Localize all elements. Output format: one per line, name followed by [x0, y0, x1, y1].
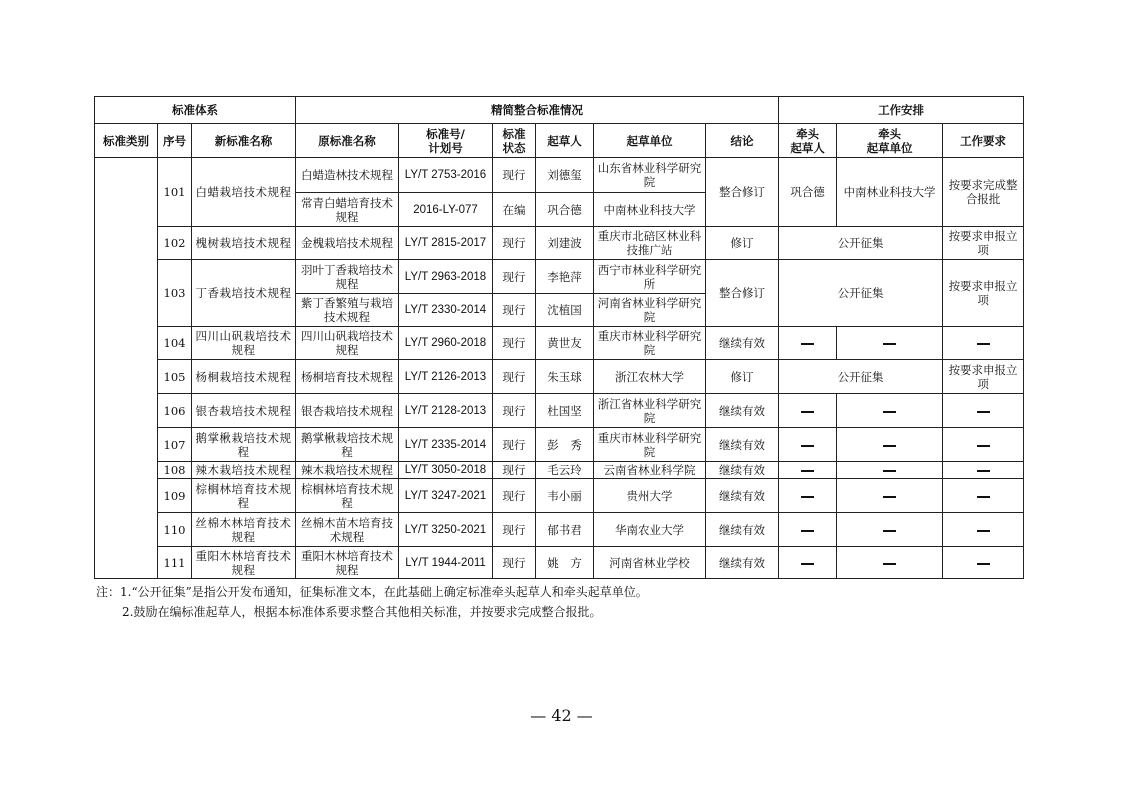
standard-status: 现行: [493, 513, 536, 547]
standard-code: LY/T 3247-2021: [399, 479, 493, 513]
col-requirement: 工作要求: [943, 124, 1024, 158]
orig-standard-name: 杨桐培育技术规程: [296, 360, 399, 394]
lead-drafter-empty: [779, 479, 837, 513]
row-number: 111: [158, 547, 192, 579]
lead-drafter: 巩合德: [779, 158, 837, 227]
table-row: [95, 428, 1024, 462]
row-number: 102: [158, 227, 192, 260]
new-standard-name: 丁香栽培技术规程: [192, 260, 296, 327]
conclusion: 整合修订: [706, 260, 779, 327]
requirement-empty: [943, 428, 1024, 462]
dash-mark: [801, 563, 814, 565]
footnote-2: 2.鼓励在编标准起草人，根据本标准体系要求整合其他相关标准，并按要求完成整合报批。: [122, 605, 602, 619]
drafting-unit: 西宁市林业科学研究所: [594, 260, 706, 294]
new-standard-name: 辣木栽培技术规程: [192, 462, 296, 479]
standard-code: LY/T 1944-2011: [399, 547, 493, 579]
conclusion: 修订: [706, 227, 779, 260]
dash-mark: [801, 411, 814, 413]
dash-mark: [801, 445, 814, 447]
row-number: 108: [158, 462, 192, 479]
standard-code: LY/T 2963-2018: [399, 260, 493, 294]
row-number: 105: [158, 360, 192, 394]
new-standard-name: 四川山矾栽培技术规程: [192, 327, 296, 360]
drafting-unit: 重庆市林业科学研究院: [594, 327, 706, 360]
header-group-work-arrangement: 工作安排: [779, 97, 1024, 124]
col-unit: 起草单位: [594, 124, 706, 158]
new-standard-name: 白蜡栽培技术规程: [192, 158, 296, 227]
row-number: 101: [158, 158, 192, 227]
standard-status: 现行: [493, 547, 536, 579]
requirement-empty: [943, 394, 1024, 428]
standard-code: LY/T 2335-2014: [399, 428, 493, 462]
orig-standard-name: 紫丁香繁殖与栽培技术规程: [296, 294, 399, 327]
footnotes: [96, 582, 648, 622]
standard-code: LY/T 2960-2018: [399, 327, 493, 360]
dash-mark: [883, 470, 896, 472]
orig-standard-name: 羽叶丁香栽培技术规程: [296, 260, 399, 294]
standard-code: LY/T 2128-2013: [399, 394, 493, 428]
header-column-row: [95, 124, 1024, 158]
dash-mark: [801, 496, 814, 498]
arrangement: 公开征集: [779, 360, 943, 394]
standard-code: LY/T 2330-2014: [399, 294, 493, 327]
drafter: 黄世友: [536, 327, 594, 360]
lead-drafter-empty: [779, 327, 837, 360]
drafter: 姚 方: [536, 547, 594, 579]
orig-standard-name: 四川山矾栽培技术规程: [296, 327, 399, 360]
requirement-empty: [943, 547, 1024, 579]
col-lead-unit: 牵头 起草单位: [837, 124, 943, 158]
conclusion: 继续有效: [706, 394, 779, 428]
table-row: [95, 547, 1024, 579]
table-row: [95, 479, 1024, 513]
drafting-unit: 重庆市林业科学研究院: [594, 428, 706, 462]
lead-unit-empty: [837, 428, 943, 462]
standard-code: LY/T 2815-2017: [399, 227, 493, 260]
col-lead-drafter: 牵头 起草人: [779, 124, 837, 158]
row-number: 109: [158, 479, 192, 513]
dash-mark: [977, 530, 990, 532]
arrangement: 公开征集: [779, 227, 943, 260]
col-status: 标准 状态: [493, 124, 536, 158]
drafter: 刘建波: [536, 227, 594, 260]
conclusion: 修订: [706, 360, 779, 394]
lead-drafter-empty: [779, 428, 837, 462]
dash-mark: [883, 530, 896, 532]
requirement-empty: [943, 479, 1024, 513]
work-requirement: 按要求申报立项: [943, 227, 1024, 260]
standard-status: 现行: [493, 260, 536, 294]
orig-standard-name: 银杏栽培技术规程: [296, 394, 399, 428]
dash-mark: [883, 496, 896, 498]
standards-table: [94, 96, 1024, 579]
conclusion: 继续有效: [706, 327, 779, 360]
new-standard-name: 槐树栽培技术规程: [192, 227, 296, 260]
drafting-unit: 河南省林业科学研究院: [594, 294, 706, 327]
drafting-unit: 浙江省林业科学研究院: [594, 394, 706, 428]
new-standard-name: 丝棉木林培育技术规程: [192, 513, 296, 547]
standard-status: 现行: [493, 462, 536, 479]
dash-mark: [883, 563, 896, 565]
col-drafter: 起草人: [536, 124, 594, 158]
footnote-1: 注：1.“公开征集”是指公开发布通知，征集标准文本，在此基础上确定标准牵头起草人和牵头起草单位。: [96, 585, 648, 599]
work-requirement: 按要求申报立项: [943, 360, 1024, 394]
drafter: 郁书君: [536, 513, 594, 547]
dash-mark: [977, 563, 990, 565]
table-row: [95, 513, 1024, 547]
requirement-empty: [943, 462, 1024, 479]
dash-mark: [801, 530, 814, 532]
header-group-standard-system: 标准体系: [95, 97, 296, 124]
dash-mark: [977, 411, 990, 413]
page-number: — 42 —: [530, 706, 593, 725]
row-number: 104: [158, 327, 192, 360]
dash-mark: [801, 343, 814, 345]
arrangement: 公开征集: [779, 260, 943, 327]
standard-status: 现行: [493, 158, 536, 193]
drafting-unit: 浙江农林大学: [594, 360, 706, 394]
standard-status: 现行: [493, 479, 536, 513]
orig-standard-name: 重阳木林培育技术规程: [296, 547, 399, 579]
standard-status: 现行: [493, 360, 536, 394]
drafting-unit: 中南林业科技大学: [594, 193, 706, 227]
dash-mark: [977, 496, 990, 498]
lead-drafter-empty: [779, 394, 837, 428]
table-row: [95, 360, 1024, 394]
standard-status: 现行: [493, 327, 536, 360]
row-number: 106: [158, 394, 192, 428]
header-group-row: [95, 97, 1024, 124]
row-number: 107: [158, 428, 192, 462]
standard-status: 现行: [493, 428, 536, 462]
standard-code: LY/T 2126-2013: [399, 360, 493, 394]
table-row: [95, 158, 1024, 193]
standard-status: 在编: [493, 193, 536, 227]
orig-standard-name: 鹅掌楸栽培技术规程: [296, 428, 399, 462]
orig-standard-name: 棕榈林培育技术规程: [296, 479, 399, 513]
standard-status: 现行: [493, 294, 536, 327]
work-requirement: 按要求申报立项: [943, 260, 1024, 327]
standard-code: 2016-LY-077: [399, 193, 493, 227]
drafting-unit: 云南省林业科学院: [594, 462, 706, 479]
col-code: 标准号/ 计划号: [399, 124, 493, 158]
drafter: 杜国坚: [536, 394, 594, 428]
conclusion: 继续有效: [706, 547, 779, 579]
category-cell: [95, 158, 158, 579]
lead-drafter-empty: [779, 547, 837, 579]
orig-standard-name: 常青白蜡培育技术规程: [296, 193, 399, 227]
conclusion: 继续有效: [706, 462, 779, 479]
drafter: 韦小丽: [536, 479, 594, 513]
conclusion: 继续有效: [706, 428, 779, 462]
new-standard-name: 杨桐栽培技术规程: [192, 360, 296, 394]
new-standard-name: 鹅掌楸栽培技术规程: [192, 428, 296, 462]
standard-code: LY/T 2753-2016: [399, 158, 493, 193]
requirement-empty: [943, 327, 1024, 360]
drafting-unit: 重庆市北碚区林业科技推广站: [594, 227, 706, 260]
col-category: 标准类别: [95, 124, 158, 158]
orig-standard-name: 金槐栽培技术规程: [296, 227, 399, 260]
table-row: [95, 462, 1024, 479]
dash-mark: [883, 343, 896, 345]
lead-unit-empty: [837, 462, 943, 479]
standard-status: 现行: [493, 227, 536, 260]
drafting-unit: 华南农业大学: [594, 513, 706, 547]
lead-drafter-empty: [779, 462, 837, 479]
new-standard-name: 银杏栽培技术规程: [192, 394, 296, 428]
dash-mark: [883, 445, 896, 447]
drafter: 朱玉球: [536, 360, 594, 394]
new-standard-name: 棕榈林培育技术规程: [192, 479, 296, 513]
lead-unit-empty: [837, 394, 943, 428]
drafter: 毛云玲: [536, 462, 594, 479]
standard-code: LY/T 3050-2018: [399, 462, 493, 479]
drafter: 沈植国: [536, 294, 594, 327]
lead-unit-empty: [837, 547, 943, 579]
lead-unit: 中南林业科技大学: [837, 158, 943, 227]
standard-status: 现行: [493, 394, 536, 428]
table-row: [95, 227, 1024, 260]
new-standard-name: 重阳木林培育技术规程: [192, 547, 296, 579]
orig-standard-name: 丝棉木苗木培育技术规程: [296, 513, 399, 547]
lead-drafter-empty: [779, 513, 837, 547]
drafter: 巩合德: [536, 193, 594, 227]
work-requirement: 按要求完成整合报批: [943, 158, 1024, 227]
col-conclusion: 结论: [706, 124, 779, 158]
table-row: [95, 260, 1024, 294]
drafter: 刘德玺: [536, 158, 594, 193]
row-number: 103: [158, 260, 192, 327]
conclusion: 继续有效: [706, 513, 779, 547]
drafting-unit: 河南省林业学校: [594, 547, 706, 579]
standard-code: LY/T 3250-2021: [399, 513, 493, 547]
requirement-empty: [943, 513, 1024, 547]
orig-standard-name: 白蜡造林技术规程: [296, 158, 399, 193]
drafter: 李艳萍: [536, 260, 594, 294]
drafting-unit: 贵州大学: [594, 479, 706, 513]
lead-unit-empty: [837, 513, 943, 547]
conclusion: 整合修订: [706, 158, 779, 227]
dash-mark: [977, 445, 990, 447]
conclusion: 继续有效: [706, 479, 779, 513]
col-number: 序号: [158, 124, 192, 158]
dash-mark: [977, 470, 990, 472]
orig-standard-name: 辣木栽培技术规程: [296, 462, 399, 479]
dash-mark: [883, 411, 896, 413]
col-orig-name: 原标准名称: [296, 124, 399, 158]
table-row: [95, 327, 1024, 360]
lead-unit-empty: [837, 327, 943, 360]
table-row: [95, 394, 1024, 428]
drafter: 彭 秀: [536, 428, 594, 462]
row-number: 110: [158, 513, 192, 547]
col-new-name: 新标准名称: [192, 124, 296, 158]
lead-unit-empty: [837, 479, 943, 513]
dash-mark: [801, 470, 814, 472]
dash-mark: [977, 343, 990, 345]
header-group-consolidation: 精简整合标准情况: [296, 97, 779, 124]
drafting-unit: 山东省林业科学研究院: [594, 158, 706, 193]
